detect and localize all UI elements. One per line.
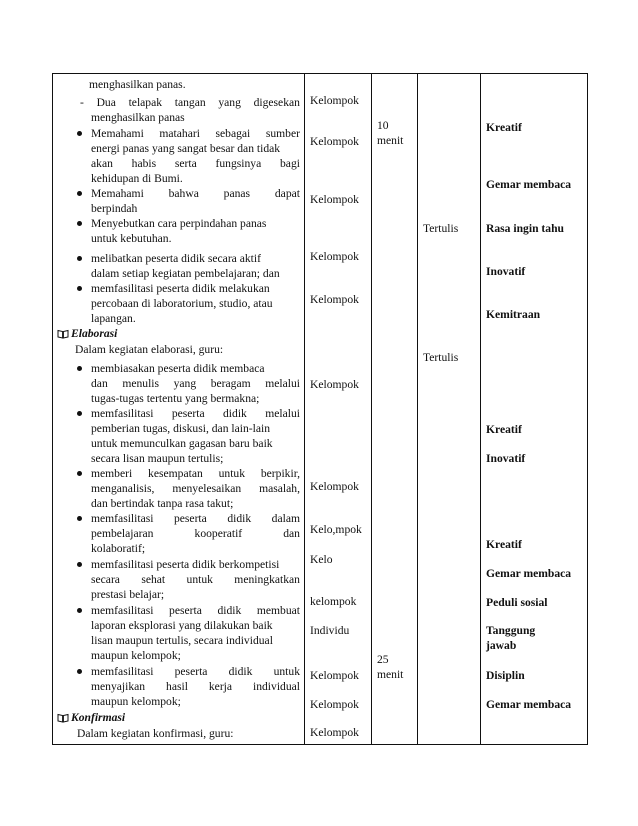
activity-line <box>91 376 300 391</box>
assessment-cell: Tertulis <box>423 222 459 235</box>
activity-line <box>91 526 300 541</box>
word: serta <box>174 157 197 170</box>
bullet-icon <box>77 562 82 567</box>
activity-text: energi panas yang sangat besar dan tidak <box>91 142 281 155</box>
activity-text: kehidupan di Bumi. <box>91 172 183 185</box>
word: memfasilitasi <box>91 512 154 525</box>
activity-text: menghasilkan panas. <box>89 78 186 91</box>
bullet-icon <box>77 221 82 226</box>
activity-line <box>91 664 300 679</box>
col-divider-3 <box>417 73 418 745</box>
character-value: Peduli sosial <box>486 596 548 609</box>
activity-text: memfasilitasi peserta didik melakukan <box>91 282 270 295</box>
word: memfasilitasi <box>91 407 154 420</box>
activity-line <box>91 186 300 201</box>
word: secara <box>91 573 120 586</box>
word: masalah, <box>259 482 300 495</box>
bullet-icon <box>77 516 82 521</box>
activity-text: prestasi belajar; <box>91 588 165 601</box>
word: berpikir, <box>260 467 300 480</box>
word: untuk <box>186 573 213 586</box>
activity-line <box>91 126 300 141</box>
word: pembelajaran <box>91 527 154 540</box>
word: menulis <box>122 377 160 390</box>
word: yang <box>173 377 197 390</box>
table-right-border <box>587 73 588 745</box>
grouping-cell: Kelompok <box>310 293 359 306</box>
activity-text: melibatkan peserta didik secara aktif <box>91 252 261 265</box>
grouping-cell: Kelompok <box>310 698 359 711</box>
assessment-cell: Tertulis <box>423 351 459 364</box>
word: akan <box>91 157 113 170</box>
character-value: Rasa ingin tahu <box>486 222 564 235</box>
activity-text: maupun kelompok; <box>91 649 181 662</box>
character-value: jawab <box>486 639 517 652</box>
activity-text: tugas-tugas tertentu yang bermakna; <box>91 392 260 405</box>
dash-word: Dua <box>96 96 116 109</box>
dash-word: tangan <box>174 96 206 109</box>
section-title-elaborasi: Elaborasi <box>71 327 118 340</box>
book-icon <box>57 329 69 339</box>
col-divider-1 <box>304 73 305 745</box>
activity-text: Menyebutkan cara perpindahan panas <box>91 217 267 230</box>
character-value: Kreatif <box>486 538 522 551</box>
word: peserta <box>169 604 202 617</box>
word: hasil <box>166 680 188 693</box>
time-value: 25 <box>377 653 389 666</box>
word: peserta <box>171 407 205 420</box>
word: didik <box>223 407 247 420</box>
activity-line <box>91 603 300 618</box>
table-left-border <box>52 73 53 745</box>
activity-line <box>91 406 300 421</box>
activity-text: dan bertindak tanpa rasa takut; <box>91 497 234 510</box>
activity-text: untuk kebutuhan. <box>91 232 172 245</box>
time-unit: menit <box>377 134 404 147</box>
activity-text: secara lisan maupun tertulis; <box>91 452 224 465</box>
character-value: Tanggung <box>486 624 536 637</box>
word: kesempatan <box>148 467 203 480</box>
word: dapat <box>274 187 300 200</box>
word: kerja <box>208 680 233 693</box>
word: Memahami <box>91 187 144 200</box>
grouping-cell: Kelompok <box>310 250 359 263</box>
activity-text: membiasakan peserta didik membaca <box>91 362 265 375</box>
word: bagi <box>280 157 300 170</box>
character-value: Inovatif <box>486 265 526 278</box>
section-intro: Dalam kegiatan elaborasi, guru: <box>75 343 224 356</box>
grouping-cell: Kelo,mpok <box>310 523 362 536</box>
word: beragam <box>210 377 251 390</box>
word: matahari <box>159 127 200 140</box>
grouping-cell: Kelompok <box>310 378 359 391</box>
word: peserta <box>173 512 207 525</box>
activity-line <box>91 679 300 694</box>
activity-line <box>91 572 300 587</box>
word: dalam <box>271 512 300 525</box>
activity-line <box>91 156 300 171</box>
word: didik <box>227 512 252 525</box>
character-value: Kreatif <box>486 121 522 134</box>
dash-word: yang <box>218 96 241 109</box>
word: meningkatkan <box>234 573 300 586</box>
word: dan <box>283 527 300 540</box>
character-value: Gemar membaca <box>486 698 572 711</box>
character-value: Inovatif <box>486 452 526 465</box>
word: habis <box>131 157 157 170</box>
word: individual <box>252 680 300 693</box>
section-intro: Dalam kegiatan konfirmasi, guru: <box>77 727 234 740</box>
col-divider-4 <box>480 73 481 745</box>
activity-text: berpindah <box>91 202 138 215</box>
activity-text: lapangan. <box>91 312 136 325</box>
activity-text: pemberian tugas, diskusi, dan lain-lain <box>91 422 271 435</box>
bullet-icon <box>77 366 82 371</box>
word: menyajikan <box>91 680 146 693</box>
word: sehat <box>141 573 166 586</box>
grouping-cell: Kelompok <box>310 135 359 148</box>
grouping-cell: Kelompok <box>310 669 359 682</box>
dash-word: - <box>80 96 84 109</box>
dash-word: digesekan <box>253 96 300 109</box>
word: fungsinya <box>215 157 262 170</box>
character-value: Kemitraan <box>486 308 541 321</box>
word: memfasilitasi <box>91 604 154 617</box>
word: membuat <box>256 604 300 617</box>
character-value: Gemar membaca <box>486 567 572 580</box>
grouping-cell: Kelompok <box>310 480 359 493</box>
table-top-border <box>52 73 588 74</box>
section-title-konfirmasi: Konfirmasi <box>71 711 126 724</box>
time-unit: menit <box>377 668 404 681</box>
word: melalui <box>265 407 300 420</box>
activity-line <box>91 511 300 526</box>
word: sebagai <box>215 127 251 140</box>
bullet-icon <box>77 131 82 136</box>
activity-text: menghasilkan panas <box>91 111 185 124</box>
activity-text: percobaan di laboratorium, studio, atau <box>91 297 273 310</box>
dash-word: telapak <box>128 96 163 109</box>
word: panas <box>223 187 251 200</box>
time-value: 10 <box>377 119 389 132</box>
grouping-cell: kelompok <box>310 595 357 608</box>
word: bahwa <box>168 187 199 200</box>
activity-text: memfasilitasi peserta didik berkompetisi <box>91 558 280 571</box>
bullet-icon <box>77 411 82 416</box>
grouping-cell: Kelompok <box>310 726 359 739</box>
book-icon <box>57 713 69 723</box>
character-value: Disiplin <box>486 669 525 682</box>
word: menyelesaikan <box>172 482 242 495</box>
word: peserta <box>174 665 208 678</box>
word: sumber <box>265 127 300 140</box>
word: didik <box>228 665 253 678</box>
word: didik <box>217 604 242 617</box>
bullet-icon <box>77 191 82 196</box>
word: dan <box>91 377 108 390</box>
activity-line <box>91 466 300 481</box>
bullet-icon <box>77 608 82 613</box>
bullet-icon <box>77 669 82 674</box>
word: menganalisis, <box>91 482 155 495</box>
activity-text: lisan maupun tertulis, secara individual <box>91 634 273 647</box>
bullet-icon <box>77 286 82 291</box>
word: untuk <box>273 665 300 678</box>
grouping-cell: Kelompok <box>310 94 359 107</box>
dash-item-line <box>80 95 300 110</box>
word: memberi <box>91 467 133 480</box>
grouping-cell: Kelompok <box>310 193 359 206</box>
table-bottom-border <box>52 744 588 745</box>
grouping-cell: Individu <box>310 624 350 637</box>
word: kooperatif <box>194 527 243 540</box>
character-value: Kreatif <box>486 423 522 436</box>
activity-text: kolaboratif; <box>91 542 146 555</box>
activity-text: dalam setiap kegiatan pembelajaran; dan <box>91 267 280 280</box>
bullet-icon <box>77 256 82 261</box>
word: Memahami <box>91 127 144 140</box>
character-value: Gemar membaca <box>486 178 572 191</box>
activity-text: laporan eksplorasi yang dilakukan baik <box>91 619 273 632</box>
grouping-cell: Kelo <box>310 553 333 566</box>
word: melalui <box>265 377 300 390</box>
bullet-icon <box>77 471 82 476</box>
word: memfasilitasi <box>91 665 154 678</box>
activity-text: maupun kelompok; <box>91 695 181 708</box>
col-divider-2 <box>371 73 372 745</box>
activity-text: untuk memunculkan gagasan baru baik <box>91 437 273 450</box>
word: untuk <box>218 467 246 480</box>
activity-line <box>91 481 300 496</box>
